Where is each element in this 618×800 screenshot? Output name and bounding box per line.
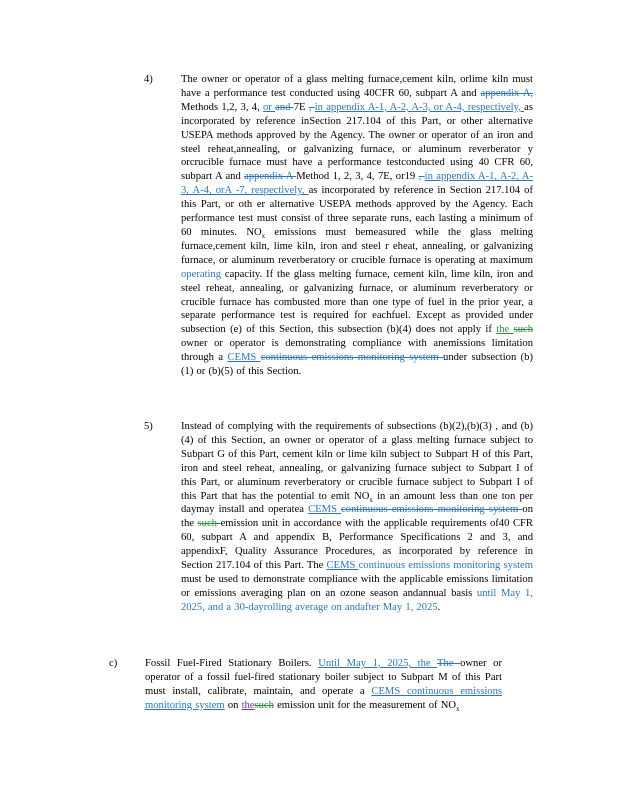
body-text-run: Method 1, 2, 3, 4, 7E, or19 — [296, 171, 419, 183]
body-text-run: 7E — [293, 101, 309, 113]
body-text-run: owner or operator is demonstrating compliance with anemissions limitation through a — [181, 338, 533, 364]
deleted-text: and — [275, 101, 294, 113]
body-text-run: Fossil Fuel-Fired Stationary Boilers. — [145, 658, 319, 669]
inserted-text: until May 1, 2025, and a 30-dayrolling average on andafter May 1, 2025 — [181, 587, 533, 613]
paragraph-text — [145, 657, 502, 713]
deleted-text: appendix A — [244, 171, 297, 183]
subscript: x — [456, 704, 460, 713]
paragraph-text — [181, 420, 533, 615]
deleted-text: The — [437, 658, 461, 669]
deleted-text: such — [254, 699, 274, 711]
subscript: x — [261, 232, 266, 241]
body-text-run: . — [437, 601, 441, 613]
body-text-run: owner or operator of a fossil fuel-fired stationary boiler subject to Subpart M of this Part must install, calibrate, maintain, and operate a — [145, 658, 502, 697]
inserted-text: CEMS — [227, 352, 261, 364]
deleted-text: such — [513, 324, 534, 336]
item-marker: 5) — [144, 421, 153, 432]
body-text-run: on — [224, 699, 242, 711]
deleted-text: such — [197, 518, 221, 530]
body-text-run: under subsection (b)(1) or (b)(5) of this Section. — [181, 352, 534, 378]
body-text-run: emission unit in accordance with the applicable requirements of40 CFR 60, subpart A and appendix B, Performance Specifications 2 and 3, and appendixF, Quality Assurance Procedures, as incorporated by reference in Section 217.104 of this Part. The — [181, 518, 533, 572]
body-text-run: emission unit for the measurement of NO — [273, 699, 457, 711]
inserted-text: CEMS — [326, 560, 359, 572]
deleted-text: , — [308, 101, 315, 113]
body-text-run: Methods 1,2, 3, 4, — [181, 101, 263, 113]
inserted-text: Until May 1, 2025, the — [318, 658, 438, 669]
deleted-text: appendix A, — [480, 87, 533, 99]
deleted-text: continuous emissions monitoring system — [341, 504, 523, 516]
inserted-text: the — [241, 699, 255, 711]
inserted-text: in appendix A-1, A-2, A-3, or A-4, respectively, — [314, 101, 525, 113]
subscript: x — [369, 495, 373, 504]
inserted-text: or — [263, 101, 276, 113]
body-text-run: Instead of complying with the requirements of subsections (b)(2),(b)(3) , and (b)(4) of this Section, an owner or operator of a glass melting furnace subject to Subpart G of this Part, cement kiln or lime kiln subject to Subpart H of this Part, iron and steel reheat, annealing, or galvanizing furnace subject to Subpart I of this Part, or aluminum reverberatory or crucible furnace subject to Subpart I of this Part that has the potential to emit NO — [181, 421, 533, 502]
body-text-run: in an amount less than one ton per daymay install and operatea — [181, 490, 533, 516]
body-text-run: The owner or operator of a glass melting furnace,cement kiln, orlime kiln must have a performance test conducted using 40CFR 60, subpart A and — [181, 74, 533, 99]
body-text-run: must be used to demonstrate compliance with the applicable emissions limitation or emissions averaging plan on an ozone season andannual basis — [181, 573, 533, 599]
body-text-run: as incorporated by reference in Section 217.104 of this Part, or oth er alternative USEPA methods approved by the Agency. Each performance test must consist of three separate runs, each lasting a minimum of 60 minutes. NO — [181, 185, 534, 238]
inserted-text: continuous emissions monitoring system — [358, 560, 533, 572]
paragraph-text — [181, 73, 533, 379]
item-marker: c) — [109, 658, 118, 669]
inserted-text: CEMS continuous emissions monitoring system — [145, 685, 502, 711]
inserted-text: CEMS — [308, 504, 342, 516]
inserted-text: in appendix A-1, A-2, A-3, A-4, orA -7, respectively, — [181, 171, 533, 197]
deleted-text: continuous emissions monitoring system — [260, 352, 444, 364]
item-marker: 4) — [144, 74, 153, 85]
body-text-run: emissions must bemeasured while the glass melting furnace,cement kiln, lime kiln, iron and steel r eheat, annealing, or galvanizing furnace, or aluminum reverberatory or crucible furnace is operating at maximum — [181, 226, 533, 266]
inserted-text: operating — [181, 268, 222, 280]
body-text-run: on the — [181, 504, 533, 530]
body-text-run: capacity. If the glass melting furnace, cement kiln, lime kiln, iron and steel reheat, annealing, or galvanizing furnace, or aluminum reverberatory or crucible furnace has combusted more than one type of fuel in the prior year, a separate performance test is required for eachfuel. Except as provided under subsection (e) of this Section, this subsection (b)(4) does not apply if — [181, 268, 533, 336]
inserted-text: the — [496, 324, 514, 336]
body-text-run: as incorporated by reference inSection 217.104 of this Part, or other alternative USEPA methods approved by the Agency. The owner or operator of an iron and steel reheat,annealing, or galvanizing furnace, or aluminum reverberator y orcrucible furnace must have a performance testconducted using 40 CFR 60, subpart A and — [181, 101, 533, 183]
deleted-text: , — [418, 171, 425, 183]
